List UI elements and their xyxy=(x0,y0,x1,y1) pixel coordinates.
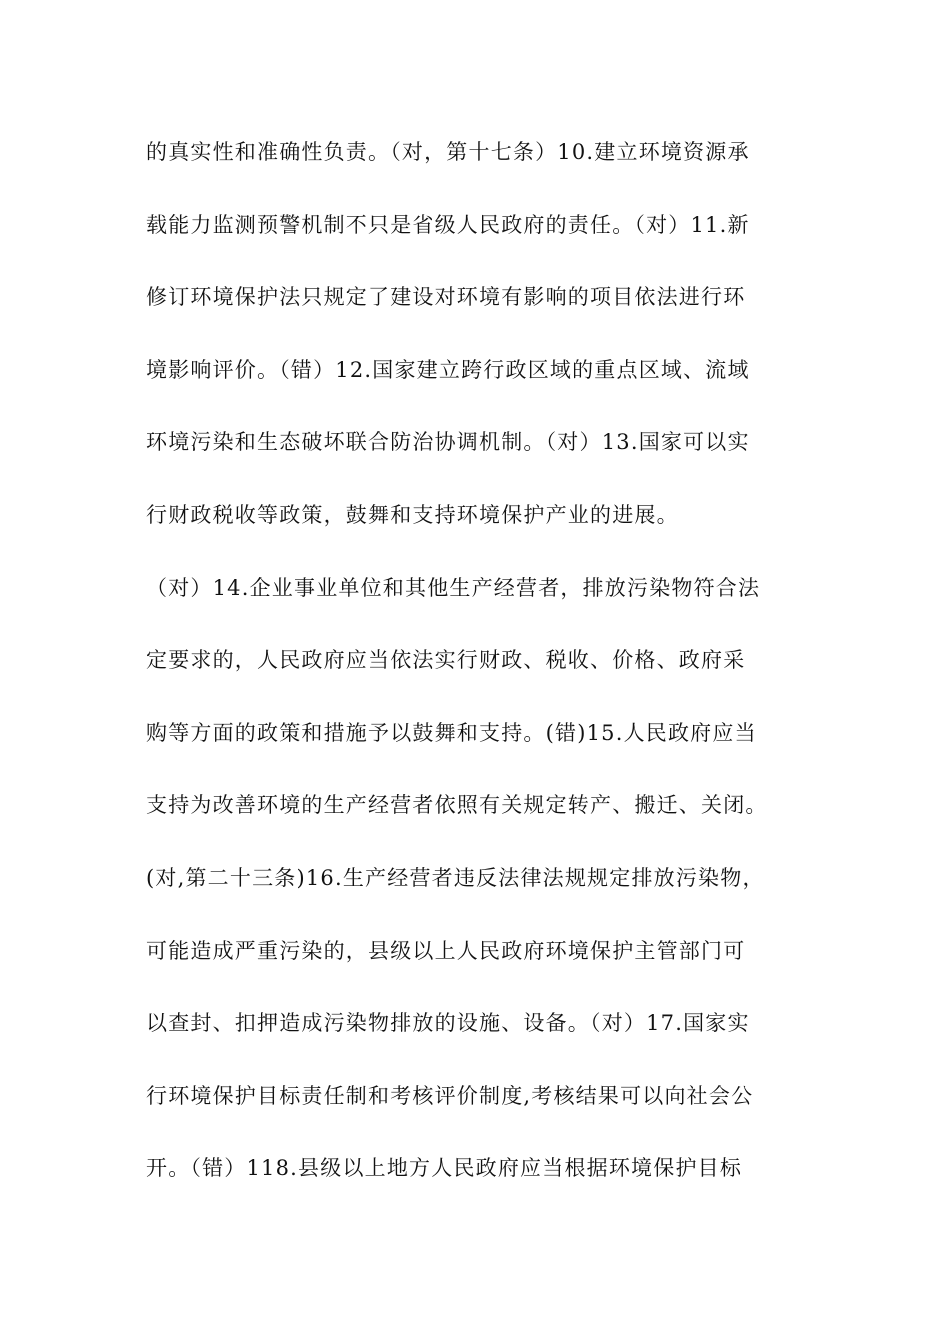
text-line: 可能造成严重污染的，县级以上人民政府环境保护主管部门可 xyxy=(146,938,746,963)
text-line: 以查封、扣押造成污染物排放的设施、设备。（对）17.国家实 xyxy=(146,1011,750,1036)
text-line: 购等方面的政策和措施予以鼓舞和支持。(错)15.人民政府应当 xyxy=(146,720,757,745)
text-line: 载能力监测预警机制不只是省级人民政府的责任。（对）11.新 xyxy=(146,212,750,237)
text-line: 环境污染和生态破坏联合防治协调机制。（对）13.国家可以实 xyxy=(146,430,750,455)
text-line: 支持为改善环境的生产经营者依照有关规定转产、搬迁、关闭。 xyxy=(146,793,768,818)
text-line: 的真实性和准确性负责。（对，第十七条）10.建立环境资源承 xyxy=(146,140,750,164)
text-line: 修订环境保护法只规定了建设对环境有影响的项目依法进行环 xyxy=(146,285,746,310)
text-line: 开。（错）118.县级以上地方人民政府应当根据环境保护目标 xyxy=(146,1156,743,1181)
body-text xyxy=(146,128,846,1217)
text-line: （对）14.企业事业单位和其他生产经营者，排放污染物符合法 xyxy=(146,575,761,600)
text-line: (对,第二十三条)16.生产经营者违反法律法规规定排放污染物， xyxy=(146,865,765,890)
text-line: 定要求的，人民政府应当依法实行财政、税收、价格、政府采 xyxy=(146,648,746,673)
text-line: 行财政税收等政策，鼓舞和支持环境保护产业的进展。 xyxy=(146,502,679,527)
text-line: 境影响评价。（错）12.国家建立跨行政区域的重点区域、流域 xyxy=(146,357,750,382)
text-line: 行环境保护目标责任制和考核评价制度,考核结果可以向社会公 xyxy=(146,1083,754,1108)
